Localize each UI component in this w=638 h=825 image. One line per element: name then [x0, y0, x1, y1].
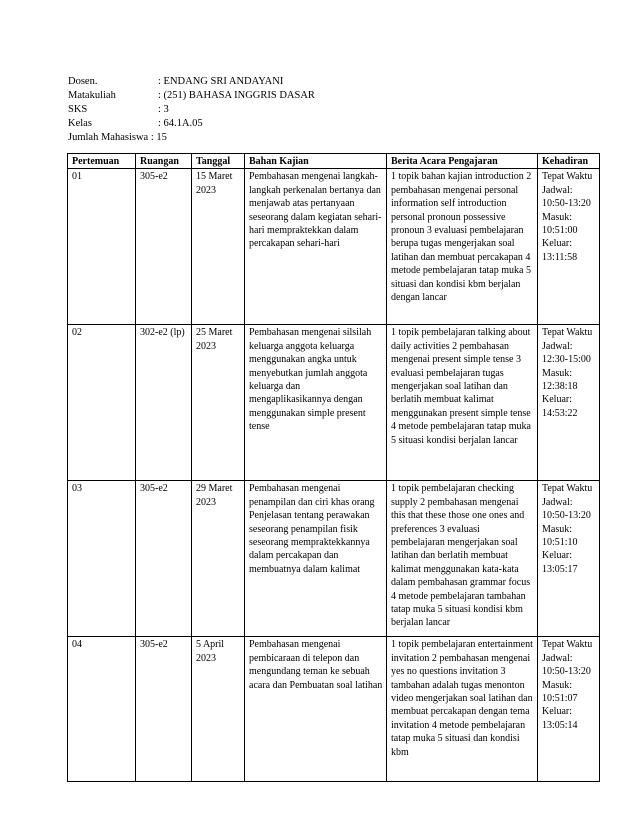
sks-value: : 3 — [158, 104, 169, 115]
table-header-row — [68, 154, 600, 169]
cell-bahan-kajian: Pembahasan mengenai silsilah keluarga anggota keluarga menggunakan angka untuk menyebutkan jumlah anggota keluarga dan mengaplikasikannya dengan menggunakan simple present tense — [245, 325, 387, 481]
sks-row — [68, 103, 315, 117]
table-row — [68, 481, 600, 637]
cell-berita-acara: 1 topik pembelajaran checking supply 2 pembahasan mengenai this that these those one ones and preferences 3 evaluasi pembelajaran mengerjakan soal latihan dan berlatih membuat kalimat menggunakan kata-kata dalam pembahasan grammar focus 4 metode pembelajaran tambahan tatap muka 5 situasi kondisi kbm berjalan lancar — [387, 481, 538, 637]
cell-berita-acara: 1 topik bahan kajian introduction 2 pembahasan mengenai personal information self introduction personal pronoun possessive pronoun 3 evaluasi pembelajaran berupa tugas mengerjakan soal latihan dan membuat percakapan 4 metode pembelajaran tatap muka 5 situasi dan kondisi kbm berjalan dengan lancar — [387, 169, 538, 325]
cell-pertemuan: 03 — [68, 481, 136, 637]
cell-bahan-kajian: Pembahasan mengenai pembicaraan di telepon dan mengundang teman ke sebuah acara dan Pembuatan soal latihan — [245, 637, 387, 782]
cell-pertemuan: 01 — [68, 169, 136, 325]
cell-kehadiran: Tepat Waktu Jadwal: 10:50-13:20 Masuk: 10:51:00 Keluar: 13:11:58 — [538, 169, 600, 325]
cell-kehadiran: Tepat Waktu Jadwal: 12:30-15:00 Masuk: 12:38:18 Keluar: 14:53:22 — [538, 325, 600, 481]
dosen-label: Dosen. — [68, 76, 98, 87]
cell-bahan-kajian: Pembahasan mengenai langkah-langkah perkenalan bertanya dan menjawab atas pertanyaan seseorang dalam kegiatan sehari-hari mempraktekkan dalam percakapan sehari-hari — [245, 169, 387, 325]
cell-tanggal: 15 Maret 2023 — [192, 169, 245, 325]
sks-label: SKS — [68, 104, 88, 115]
cell-tanggal: 29 Maret 2023 — [192, 481, 245, 637]
cell-berita-acara: 1 topik pembelajaran entertainment invitation 2 pembahasan mengenai yes no questions invitation 3 tambahan adalah tugas menonton video mengerjakan soal latihan dan membuat percakapan dengan tema invitation 4 metode pembelajaran tatap muka 5 situasi dan kondisi kbm — [387, 637, 538, 782]
cell-ruangan: 305-e2 — [136, 481, 192, 637]
header-kehadiran: Kehadiran — [538, 154, 600, 169]
cell-berita-acara: 1 topik pembelajaran talking about daily activities 2 pembahasan mengenai present simple tense 3 evaluasi pembelajaran tugas mengerjakan soal latihan dan berlatih membuat kalimat menggunakan present simple tense 4 metode pembelajaran tatap muka 5 situasi kondisi berjalan lancar — [387, 325, 538, 481]
course-info — [68, 75, 315, 145]
kelas-label: Kelas — [68, 118, 92, 129]
header-tanggal: Tanggal — [192, 154, 245, 169]
matakuliah-value: : (251) BAHASA INGGRIS DASAR — [158, 90, 315, 101]
kelas-value: : 64.1A.05 — [158, 118, 203, 129]
kelas-row — [68, 117, 315, 131]
header-berita-acara: Berita Acara Pengajaran — [387, 154, 538, 169]
cell-pertemuan: 04 — [68, 637, 136, 782]
cell-ruangan: 305-e2 — [136, 169, 192, 325]
cell-pertemuan: 02 — [68, 325, 136, 481]
table-row — [68, 325, 600, 481]
jumlah-mahasiswa: Jumlah Mahasiswa : 15 — [68, 132, 167, 143]
cell-ruangan: 305-e2 — [136, 637, 192, 782]
header-pertemuan: Pertemuan — [68, 154, 136, 169]
jumlah-row — [68, 131, 315, 145]
header-ruangan: Ruangan — [136, 154, 192, 169]
dosen-value: : ENDANG SRI ANDAYANI — [158, 76, 284, 87]
cell-tanggal: 25 Maret 2023 — [192, 325, 245, 481]
cell-tanggal: 5 April 2023 — [192, 637, 245, 782]
table-row — [68, 169, 600, 325]
matakuliah-label: Matakuliah — [68, 90, 116, 101]
table-row — [68, 637, 600, 782]
dosen-row — [68, 75, 315, 89]
header-bahan-kajian: Bahan Kajian — [245, 154, 387, 169]
cell-ruangan: 302-e2 (lp) — [136, 325, 192, 481]
cell-bahan-kajian: Pembahasan mengenai penampilan dan ciri khas orang Penjelasan tentang perawakan seseorang penampilan fisik seseorang mempraktekkannya dalam percakapan dan membuatnya dalam kalimat — [245, 481, 387, 637]
cell-kehadiran: Tepat Waktu Jadwal: 10:50-13:20 Masuk: 10:51:10 Keluar: 13:05:17 — [538, 481, 600, 637]
attendance-table — [67, 153, 600, 782]
matakuliah-row — [68, 89, 315, 103]
cell-kehadiran: Tepat Waktu Jadwal: 10:50-13:20 Masuk: 10:51:07 Keluar: 13:05:14 — [538, 637, 600, 782]
